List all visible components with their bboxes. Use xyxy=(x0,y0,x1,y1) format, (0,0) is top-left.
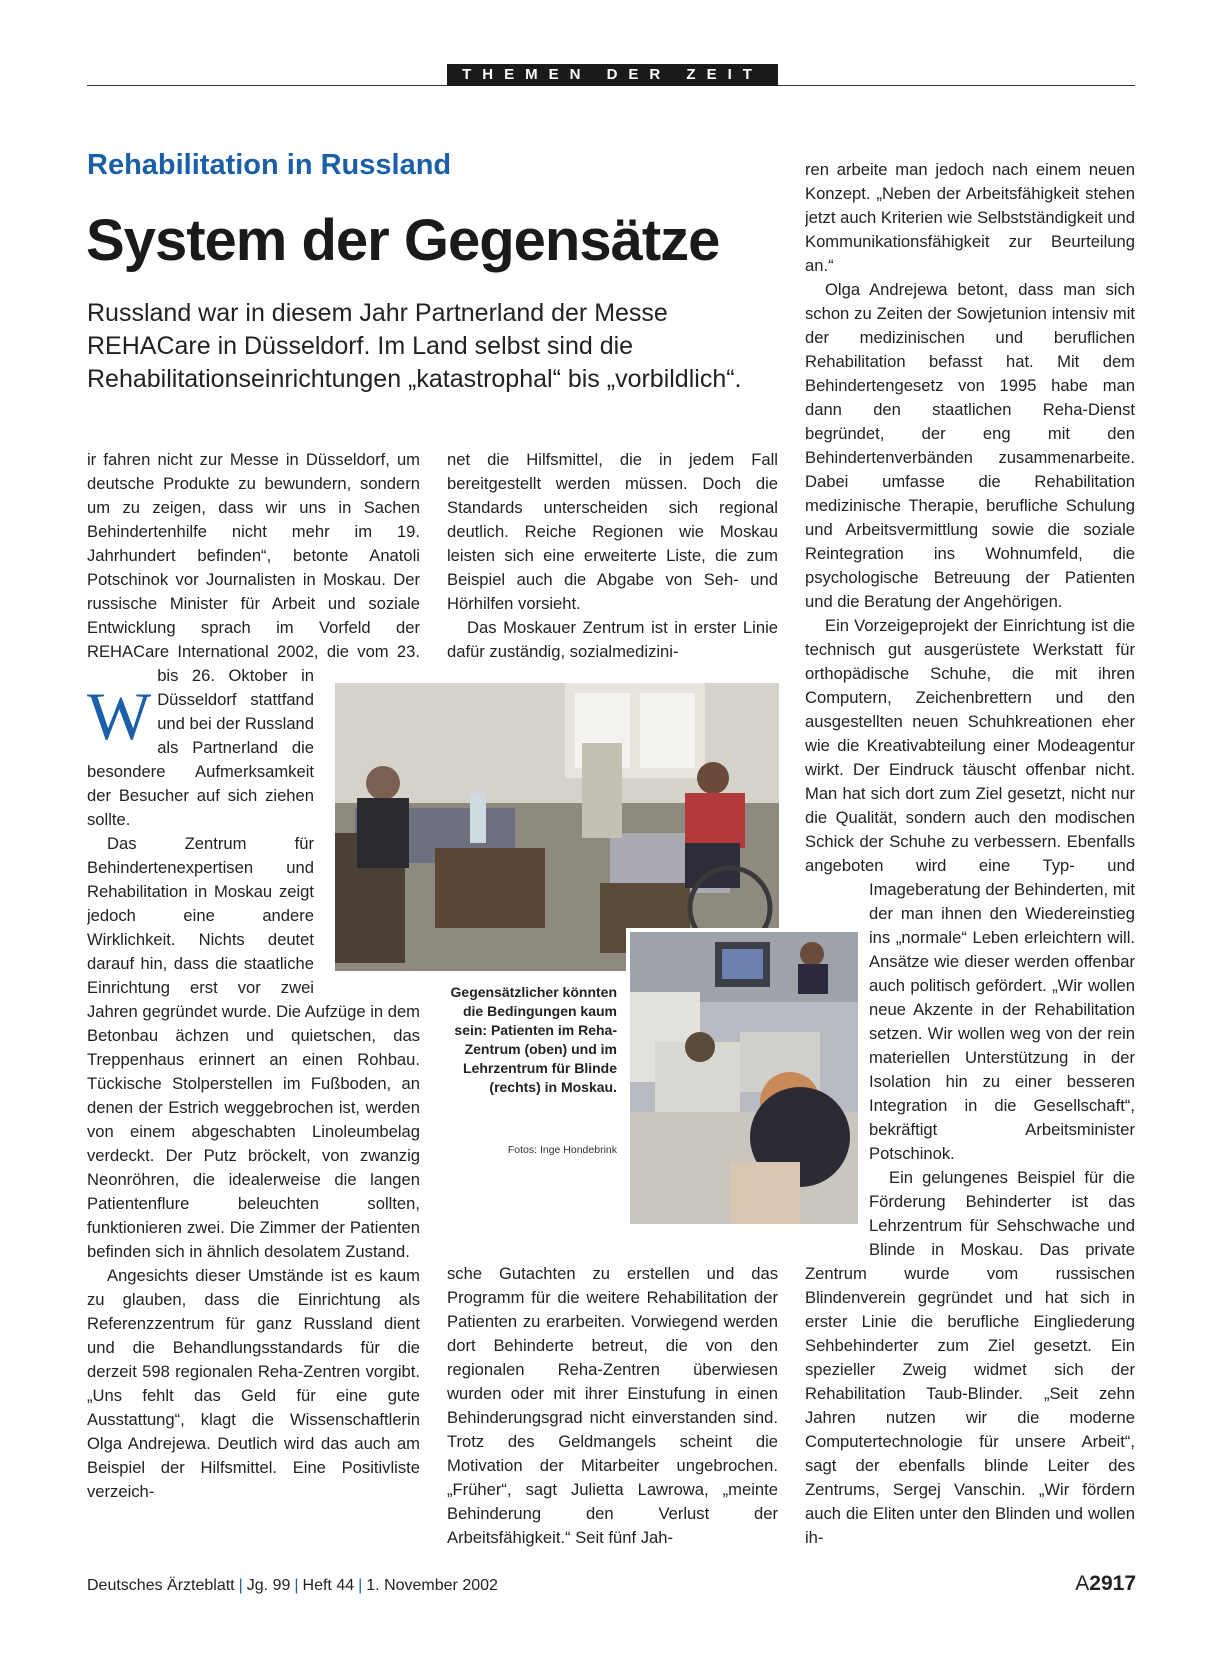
article-headline: System der Gegensätze xyxy=(86,208,720,273)
section-label: THEMEN DER ZEIT xyxy=(447,64,778,86)
issue-date: 1. November 2002 xyxy=(366,1577,498,1594)
paragraph: Ein Vorzeigeprojekt der Einrichtung ist die technisch gut ausgerüstete Werkstatt für orthopädische Schuhe, die mit ihren Computern, Zeichenbrettern und den ausgestellten neuen Schuhkreationen eher wie die Kreativabteilung einer Modeagentur wirkt. Der Eindruck täuscht offenbar nicht. Man hat sich dort zum Ziel gesetzt, nicht nur die Qualität, sondern auch den modischen Schick der Schuhe zu verbessern. Ebenfalls angeboten wird eine Typ- und Imageberatung der Behinderten, mit der man ihnen den Wiedereinstieg ins „normale“ Leben erleichtern will. Ansätze wie dieser werden offenbar auch politisch gefördert. „Wir wollen neue Akzente in der Rehabilitation setzen. Wir wollen weg von der rein materiellen Unterstützung in der Isolation hin zu einer besseren Integration in die Gesellschaft“, bekräftigt Arbeitsminister Potschinok. xyxy=(805,616,1135,1163)
footer-citation xyxy=(87,1577,498,1595)
paragraph: Angesichts dieser Umstände ist es kaum zu glauben, dass die Einrichtung als Referenzzentrum für ganz Russland dient und die Behandlungsstandards für die derzeit 598 regionalen Reha-Zentren vorgibt. „Uns fehlt das Geld für eine gute Ausstattung“, klagt die Wissenschaftlerin Olga Andrejewa. Deutlich wird das auch am Beispiel der Hilfsmittel. Eine Positivliste verzeich- xyxy=(87,1266,420,1501)
drop-cap: W xyxy=(87,678,152,754)
paragraph: Das Moskauer Zentrum ist in erster Linie dafür zuständig, sozialmedizini- xyxy=(447,618,778,661)
photo-caption: Gegensätzlicher könnten die Bedingungen kaum sein: Patienten im Reha-Zentrum (oben) und im Lehrzentrum für Blinde (rechts) in Moskau. xyxy=(450,984,617,1095)
article-column-2-bottom xyxy=(447,1262,778,1552)
paragraph-text: ir fahren nicht zur Messe in Düsseldorf, um deutsche Produkte zu bewundern, sondern um zu zeigen, dass wir uns in Sachen Behindertenhilfe nicht mehr im 19. Jahrhundert befinden“, betonte Anatoli Potschinok vor Journalisten in Moskau. Der russische Minister für Arbeit und soziale Entwicklung sprach im Vorfeld der REHACare International 2002, die vom 23. bis 26. Oktober in Düsseldorf stattfand und bei der Russland als Partnerland die besondere Aufmerksamkeit der Besucher auf sich ziehen sollte. xyxy=(87,450,420,829)
page-number xyxy=(1075,1572,1136,1596)
article-lead: Russland war in diesem Jahr Partnerland der Messe REHACare in Düsseldorf. Im Land selbst sind die Rehabilitationseinrichtungen „katastrophal“ bis „vorbildlich“. xyxy=(87,299,742,393)
separator: | xyxy=(358,1577,363,1594)
paragraph: Olga Andrejewa betont, dass man sich schon zu Zeiten der Sowjetunion intensiv mit der medizinischen und beruflichen Rehabilitation befasst hat. Mit dem Behindertengesetz von 1995 habe man dann den staatlichen Reha-Dienst begründet, der eng mit den Behindertenverbänden zusammenarbeite. Dabei umfasse die Rehabilitation medizinische Therapie, berufliche Schulung und Arbeitsvermittlung sowie die soziale Reintegration ins Wohnumfeld, die psychologische Betreuung der Patienten und die Beratung der Angehörigen. xyxy=(805,280,1135,611)
photo-credit: Fotos: Inge Hondebrink xyxy=(507,1144,617,1156)
separator: | xyxy=(294,1577,299,1594)
paragraph: Ein gelungenes Beispiel für die Förderung Behinderter ist das Lehrzentrum für Sehschwache und Blinde in Moskau. Das private Zentrum wurde vom russischen Blindenverein gegründet und hat sich in erster Linie die berufliche Eingliederung Sehbehinderter zum Ziel gesetzt. Ein spezieller Zweig widmet sich der Rehabilitation Taub-Blinder. „Seit zehn Jahren nutzen wir die moderne Computertechnologie für unsere Arbeit“, sagt der ebenfalls blinde Leiter des Zentrums, Sergej Vanschin. „Wir fördern auch die Eliten unter den Blinden und wollen ih- xyxy=(805,1168,1135,1547)
article-kicker: Rehabilitation in Russland xyxy=(87,149,452,181)
journal-name: Deutsches Ärzteblatt xyxy=(87,1577,235,1594)
article-column-3 xyxy=(805,158,1135,1552)
separator: | xyxy=(238,1577,243,1594)
article-column-2-top xyxy=(447,448,778,664)
paragraph: Das Zentrum für Behindertenexpertisen und Rehabilitation in Moskau zeigt jedoch eine andere Wirklichkeit. Nichts deutet darauf hin, dass die staatliche Einrichtung erst vor zwei Jahren gegründet wurde. Die Aufzüge in dem Betonbau ächzen und quietschen, das Treppenhaus erinnert an einen Rohbau. Tückische Stolperstellen im Fußboden, an denen der Estrich weggebrochen ist, werden von einem abgeschabten Linoleumbelag verdeckt. Der Putz bröckelt, von zwanzig Neonröhren, die idealerweise die langen Patientenflure beleuchten sollten, funktionieren zwei. Die Zimmer der Patienten befinden sich in ähnlich desolatem Zustand. xyxy=(87,834,420,1261)
paragraph: net die Hilfsmittel, die in jedem Fall bereitgestellt werden müssen. Doch die Standards unterscheiden sich regional deutlich. Reiche Regionen wie Moskau leisten sich eine erweiterte Liste, die zum Beispiel auch die Abgabe von Seh- und Hörhilfen vorsieht. xyxy=(447,450,778,613)
page-number-value: 2917 xyxy=(1089,1572,1136,1595)
article-column-1 xyxy=(87,448,420,1550)
journal-issue: Heft 44 xyxy=(302,1577,355,1594)
paragraph: sche Gutachten zu erstellen und das Programm für die weitere Rehabilitation der Patienten zu erarbeiten. Vorwiegend werden dort Behinderte betreut, die von den regionalen Reha-Zentren überwiesen wurden oder mit ihrer Einstufung in einen Behinderungsgrad nicht einverstanden sind. Trotz des Geldmangels scheint die Motivation der Mitarbeiter ungebrochen. „Früher“, sagt Julietta Lawrowa, „meinte Behinderung den Verlust der Arbeitsfähigkeit.“ Seit fünf Jah- xyxy=(447,1264,778,1547)
journal-volume: Jg. 99 xyxy=(246,1577,291,1594)
photo-blind-learning-center xyxy=(626,928,858,1224)
page-prefix: A xyxy=(1075,1572,1090,1595)
paragraph: ren arbeite man jedoch nach einem neuen Konzept. „Neben der Arbeitsfähigkeit stehen jetzt auch Kriterien wie Selbstständigkeit und Kommunikationsfähigkeit zur Beurteilung an.“ xyxy=(805,160,1135,275)
